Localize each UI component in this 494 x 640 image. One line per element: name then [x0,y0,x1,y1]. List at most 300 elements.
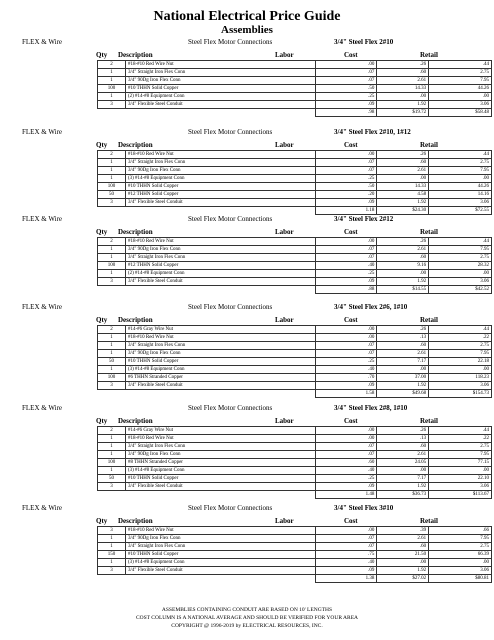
cell-qty: 1 [98,246,126,254]
cell-description: 3/4" 90Dg Iron Flex Conn [125,350,315,358]
cell-retail: .00 [429,93,492,101]
totals-row [98,491,492,499]
column-headers [22,50,472,60]
cell-description: 3/4" Straight Iron Flex Conn [125,543,315,551]
cell-retail: 118.23 [429,374,492,382]
cell-labor: .07 [315,535,376,543]
column-header-cost: Cost [344,51,358,59]
cell-labor: .40 [315,262,376,270]
cell-cost: 7.17 [377,475,429,483]
cell-retail: 3.06 [429,483,492,491]
cell-qty: 100 [98,459,126,467]
cell-labor: .25 [315,358,376,366]
cell-description: (2) #14-#8 Equipment Conn [125,270,315,278]
section-category: FLEX & Wire [22,303,63,311]
cell-labor: .09 [315,278,376,286]
cell-cost: .26 [377,427,429,435]
table-row [98,238,492,246]
cell-labor: .07 [315,159,376,167]
totals-row [98,575,492,583]
total-labor: .98 [315,109,376,117]
column-header-cost: Cost [344,417,358,425]
total-retail: $42.52 [429,286,492,294]
cell-retail: 44.26 [429,85,492,93]
cell-description: #14-#6 Gray Wire Nut [125,427,315,435]
blank-cell [125,286,315,294]
cell-labor: .20 [315,191,376,199]
cell-description: #18-#10 Red Wire Nut [125,61,315,69]
section-assembly-code: 3/4" Steel Flex 2#10, 1#12 [334,128,411,136]
cell-qty: 2 [98,326,126,334]
table-row [98,559,492,567]
cell-qty: 100 [98,262,126,270]
cell-qty: 50 [98,191,126,199]
blank-cell [98,390,126,398]
cell-qty: 1 [98,167,126,175]
cell-description: #6 THHN Stranded Copper [125,374,315,382]
cell-qty: 1 [98,435,126,443]
cell-description: 3/4" Flexible Steel Conduit [125,382,315,390]
section-assembly-code: 3/4" Steel Flex 2#10 [334,38,394,46]
cell-qty: 1 [98,342,126,350]
column-headers [22,227,472,237]
cell-labor: .00 [315,527,376,535]
column-header-retail: Retail [420,417,438,425]
items-table [97,426,492,499]
table-row [98,191,492,199]
cell-description: 3/4" Flexible Steel Conduit [125,278,315,286]
cell-cost: .00 [377,175,429,183]
cell-cost: 2.61 [377,451,429,459]
cell-description: #10 THHN Solid Copper [125,358,315,366]
cell-retail: .44 [429,61,492,69]
cell-description: 3/4" 90Dg Iron Flex Conn [125,77,315,85]
cell-retail: 28.32 [429,262,492,270]
cell-retail: 7.95 [429,77,492,85]
cell-cost: 2.61 [377,246,429,254]
items-table [97,237,492,294]
cell-labor: .25 [315,93,376,101]
section-assembly-code: 3/4" Steel Flex 2#8, 1#10 [334,404,408,412]
cell-labor: .07 [315,77,376,85]
cell-description: (3) #14-#8 Equipment Conn [125,559,315,567]
cell-retail: .00 [429,270,492,278]
section-header [22,37,472,48]
cell-labor: .40 [315,467,376,475]
cell-labor: .25 [315,270,376,278]
cell-cost: .60 [377,159,429,167]
cell-qty: 1 [98,543,126,551]
cell-labor: .07 [315,443,376,451]
column-header-labor: Labor [275,141,294,149]
section-assembly-code: 3/4" Steel Flex 2#12 [334,215,394,223]
cell-description: #12 THHN Solid Copper [125,191,315,199]
cell-cost: .39 [377,527,429,535]
cell-labor: .40 [315,366,376,374]
cell-qty: 50 [98,358,126,366]
table-row [98,151,492,159]
cell-qty: 3 [98,199,126,207]
cell-labor: .00 [315,326,376,334]
blank-cell [98,491,126,499]
cell-retail: .00 [429,467,492,475]
column-header-qty: Qty [96,316,108,324]
cell-qty: 1 [98,77,126,85]
cell-retail: 2.75 [429,342,492,350]
table-row [98,262,492,270]
column-header-retail: Retail [420,517,438,525]
table-row [98,342,492,350]
cell-labor: .00 [315,238,376,246]
items-table [97,325,492,398]
cell-cost: 1.92 [377,382,429,390]
cell-cost: .60 [377,342,429,350]
cell-labor: .09 [315,101,376,109]
cell-retail: .22 [429,435,492,443]
section-header [22,302,472,313]
cell-description: #12 THHN Solid Copper [125,262,315,270]
cell-retail: 7.95 [429,535,492,543]
cell-qty: 1 [98,443,126,451]
table-row [98,199,492,207]
cell-description: 3/4" 90Dg Iron Flex Conn [125,246,315,254]
cell-description: #10 THHN Solid Copper [125,475,315,483]
table-row [98,61,492,69]
column-header-description: Description [118,228,153,236]
cell-retail: 3.06 [429,101,492,109]
cell-description: #18-#10 Red Wire Nut [125,334,315,342]
cell-description: #10 THHN Solid Copper [125,183,315,191]
section-category: FLEX & Wire [22,38,63,46]
column-header-qty: Qty [96,417,108,425]
total-retail: $72.55 [429,207,492,215]
items-table [97,60,492,117]
cell-retail: 22.10 [429,475,492,483]
cell-labor: .07 [315,69,376,77]
cell-description: 3/4" 90Dg Iron Flex Conn [125,535,315,543]
table-row [98,527,492,535]
table-row [98,334,492,342]
column-header-description: Description [118,141,153,149]
cell-cost: 24.05 [377,459,429,467]
cell-labor: .40 [315,559,376,567]
cell-description: (2) #14-#8 Equipment Conn [125,93,315,101]
blank-cell [125,109,315,117]
cell-retail: .66 [429,527,492,535]
column-header-qty: Qty [96,51,108,59]
total-labor: .88 [315,286,376,294]
cell-description: #8 THHN Stranded Copper [125,459,315,467]
cell-qty: 3 [98,382,126,390]
table-row [98,167,492,175]
column-header-qty: Qty [96,228,108,236]
cell-cost: 2.61 [377,535,429,543]
table-row [98,567,492,575]
table-row [98,175,492,183]
cell-retail: 44.26 [429,183,492,191]
section-header [22,403,472,414]
cell-retail: 2.75 [429,443,492,451]
table-row [98,101,492,109]
table-row [98,183,492,191]
cell-cost: 14.33 [377,85,429,93]
cell-cost: .00 [377,270,429,278]
cell-cost: .00 [377,559,429,567]
column-headers [22,516,472,526]
cell-qty: 2 [98,238,126,246]
cell-labor: .07 [315,254,376,262]
section-subcategory: Steel Flex Motor Connections [188,128,273,136]
column-header-retail: Retail [420,228,438,236]
total-retail: $80.81 [429,575,492,583]
cell-retail: 22.18 [429,358,492,366]
cell-retail: 3.06 [429,567,492,575]
cell-labor: .07 [315,451,376,459]
cell-description: 3/4" Straight Iron Flex Conn [125,159,315,167]
section-header [22,503,472,514]
page-subtitle: Assemblies [221,24,273,36]
cell-description: 3/4" Flexible Steel Conduit [125,567,315,575]
cell-qty: 1 [98,467,126,475]
total-cost: $14.55 [377,286,429,294]
cell-labor: .00 [315,151,376,159]
cell-retail: 3.06 [429,199,492,207]
cell-description: (3) #14-#8 Equipment Conn [125,366,315,374]
cell-retail: .44 [429,427,492,435]
cell-retail: 7.95 [429,246,492,254]
items-table [97,526,492,583]
table-row [98,246,492,254]
cell-retail: 2.75 [429,69,492,77]
cell-qty: 50 [98,475,126,483]
cell-qty: 2 [98,61,126,69]
cell-qty: 1 [98,254,126,262]
total-retail: $113.67 [429,491,492,499]
cell-qty: 1 [98,159,126,167]
cell-cost: 1.92 [377,101,429,109]
cell-cost: .26 [377,151,429,159]
cell-description: 3/4" Flexible Steel Conduit [125,199,315,207]
table-row [98,278,492,286]
cell-qty: 1 [98,535,126,543]
cell-qty: 100 [98,85,126,93]
cell-labor: .07 [315,342,376,350]
cell-labor: .70 [315,374,376,382]
section-category: FLEX & Wire [22,504,63,512]
cell-labor: .00 [315,334,376,342]
section-category: FLEX & Wire [22,215,63,223]
cell-qty: 100 [98,183,126,191]
cell-labor: .07 [315,167,376,175]
cell-cost: .60 [377,443,429,451]
cell-cost: .60 [377,543,429,551]
table-row [98,483,492,491]
cell-labor: .00 [315,427,376,435]
cell-labor: .25 [315,175,376,183]
assembly-section [22,37,489,117]
column-header-cost: Cost [344,316,358,324]
column-header-cost: Cost [344,141,358,149]
table-row [98,459,492,467]
cell-retail: .00 [429,366,492,374]
cell-cost: 2.61 [377,350,429,358]
table-row [98,382,492,390]
footer-note-conduit: ASSEMBLIES CONTAINING CONDUIT ARE BASED ON 10' LENGTHS [161,607,333,613]
blank-cell [98,109,126,117]
table-row [98,254,492,262]
column-headers [22,315,472,325]
cell-description: 3/4" 90Dg Iron Flex Conn [125,451,315,459]
cell-retail: .00 [429,559,492,567]
section-subcategory: Steel Flex Motor Connections [188,38,273,46]
total-labor: 1.18 [315,207,376,215]
cell-description: #10 THHN Solid Copper [125,85,315,93]
cell-cost: .13 [377,435,429,443]
cell-cost: .00 [377,467,429,475]
total-cost: $19.72 [377,109,429,117]
table-row [98,374,492,382]
section-subcategory: Steel Flex Motor Connections [188,504,273,512]
cell-qty: 100 [98,374,126,382]
cell-cost: .60 [377,69,429,77]
blank-cell [98,286,126,294]
total-cost: $24.30 [377,207,429,215]
column-headers [22,140,472,150]
cell-cost: .00 [377,366,429,374]
assembly-section [22,302,489,398]
table-row [98,535,492,543]
column-header-qty: Qty [96,517,108,525]
blank-cell [125,491,315,499]
section-assembly-code: 3/4" Steel Flex 2#6, 1#10 [334,303,408,311]
cell-labor: .07 [315,350,376,358]
cell-description: (3) #14-#8 Equipment Conn [125,467,315,475]
cell-qty: 1 [98,334,126,342]
cell-retail: 7.95 [429,451,492,459]
cell-description: 3/4" 90Dg Iron Flex Conn [125,167,315,175]
column-header-qty: Qty [96,141,108,149]
items-table [97,150,492,215]
cell-cost: .26 [377,326,429,334]
cell-cost: .26 [377,61,429,69]
page-title: National Electrical Price Guide [153,9,341,24]
cell-qty: 3 [98,101,126,109]
cell-cost: 1.92 [377,483,429,491]
cell-retail: 66.39 [429,551,492,559]
total-labor: 1.58 [315,390,376,398]
cell-qty: 3 [98,483,126,491]
cell-qty: 1 [98,270,126,278]
cell-description: #18-#10 Red Wire Nut [125,527,315,535]
table-row [98,270,492,278]
cell-labor: .00 [315,61,376,69]
cell-labor: .75 [315,551,376,559]
column-header-cost: Cost [344,228,358,236]
cell-cost: 2.61 [377,167,429,175]
cell-cost: .13 [377,334,429,342]
table-row [98,326,492,334]
total-retail: $58.48 [429,109,492,117]
cell-qty: 1 [98,69,126,77]
table-row [98,69,492,77]
table-row [98,427,492,435]
cell-retail: 7.95 [429,167,492,175]
cell-qty: 2 [98,427,126,435]
total-cost: $49.68 [377,390,429,398]
cell-labor: .09 [315,199,376,207]
cell-cost: .26 [377,238,429,246]
cell-cost: 9.16 [377,262,429,270]
cell-labor: .07 [315,543,376,551]
cell-qty: 1 [98,366,126,374]
assembly-section [22,127,489,215]
total-labor: 1.48 [315,491,376,499]
cell-description: 3/4" Flexible Steel Conduit [125,101,315,109]
table-row [98,435,492,443]
blank-cell [98,575,126,583]
cell-retail: .00 [429,175,492,183]
cell-description: 3/4" Flexible Steel Conduit [125,483,315,491]
section-header [22,214,472,225]
cell-labor: .09 [315,483,376,491]
table-row [98,159,492,167]
cell-description: (3) #14-#8 Equipment Conn [125,175,315,183]
column-header-description: Description [118,417,153,425]
cell-cost: 37.00 [377,374,429,382]
section-subcategory: Steel Flex Motor Connections [188,404,273,412]
cell-cost: .00 [377,93,429,101]
cell-retail: .44 [429,326,492,334]
cell-cost: 14.33 [377,183,429,191]
cell-retail: 77.15 [429,459,492,467]
cell-cost: 1.92 [377,567,429,575]
cell-description: #18-#10 Red Wire Nut [125,151,315,159]
cell-description: #10 THHN Solid Copper [125,551,315,559]
table-row [98,85,492,93]
cell-qty: 1 [98,350,126,358]
column-header-description: Description [118,51,153,59]
cell-retail: 3.06 [429,278,492,286]
cell-retail: .44 [429,151,492,159]
cell-qty: 3 [98,278,126,286]
section-category: FLEX & Wire [22,128,63,136]
table-row [98,451,492,459]
blank-cell [125,390,315,398]
table-row [98,93,492,101]
total-cost: $27.02 [377,575,429,583]
cell-qty: 3 [98,527,126,535]
section-subcategory: Steel Flex Motor Connections [188,215,273,223]
cell-retail: 7.95 [429,350,492,358]
column-header-description: Description [118,517,153,525]
assembly-section [22,403,489,499]
cell-description: 3/4" Straight Iron Flex Conn [125,69,315,77]
total-cost: $36.73 [377,491,429,499]
cell-qty: 1 [98,451,126,459]
cell-qty: 150 [98,551,126,559]
section-category: FLEX & Wire [22,404,63,412]
cell-description: 3/4" Straight Iron Flex Conn [125,342,315,350]
table-row [98,467,492,475]
totals-row [98,109,492,117]
cell-cost: 2.61 [377,77,429,85]
table-row [98,475,492,483]
section-assembly-code: 3/4" Steel Flex 3#10 [334,504,394,512]
cell-description: #18-#10 Red Wire Nut [125,435,315,443]
totals-row [98,390,492,398]
cell-retail: 14.16 [429,191,492,199]
cell-labor: .09 [315,567,376,575]
